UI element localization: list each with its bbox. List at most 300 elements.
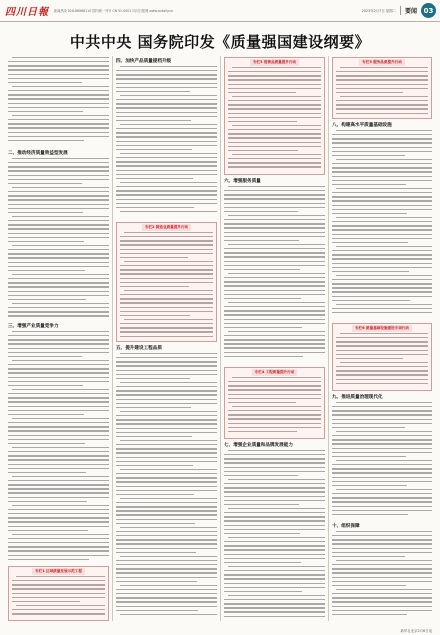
text-line <box>224 198 325 199</box>
text-line <box>228 150 298 151</box>
text-line <box>8 195 109 196</box>
text-line <box>8 286 109 287</box>
text-line <box>228 79 321 80</box>
text-line <box>116 87 217 88</box>
text-line <box>332 423 432 424</box>
text-line <box>332 171 432 172</box>
text-line <box>8 343 109 344</box>
text-line <box>336 159 432 160</box>
text-line <box>336 217 432 218</box>
text-line <box>116 506 217 507</box>
text-line <box>116 357 217 358</box>
text-line <box>8 119 109 120</box>
text-line <box>120 527 217 528</box>
text-line <box>224 269 300 270</box>
text-line <box>228 121 297 122</box>
text-line <box>228 117 321 118</box>
text-line <box>8 372 109 373</box>
text-line <box>224 207 325 208</box>
text-line <box>8 61 109 62</box>
text-line <box>8 430 109 431</box>
text-line <box>116 510 217 511</box>
info-box-title: 专栏6 质量基础设施建设专项行动 <box>352 325 412 332</box>
text-line <box>224 587 325 588</box>
text-line <box>116 502 217 503</box>
text-line <box>228 104 321 105</box>
text-line <box>332 614 407 615</box>
text-line <box>120 182 217 183</box>
text-line <box>224 520 325 521</box>
text-line <box>116 523 195 524</box>
text-line <box>8 368 109 369</box>
text-line <box>228 385 321 386</box>
text-line <box>116 174 217 175</box>
text-line <box>12 115 109 116</box>
text-line <box>224 290 325 291</box>
text-line <box>332 577 432 578</box>
dateline-footer: 新华社北京2月6日电 <box>400 629 432 633</box>
text-line <box>116 436 192 437</box>
text-line <box>8 410 109 411</box>
text-line <box>8 397 109 398</box>
text-line <box>124 290 213 291</box>
text-line <box>120 440 217 441</box>
section-heading: 四、加快产品质量提档升级 <box>116 59 172 64</box>
text-line <box>224 483 325 484</box>
text-line <box>8 249 109 250</box>
text-line <box>332 610 432 611</box>
text-line <box>332 155 405 156</box>
text-line <box>228 402 296 403</box>
text-line <box>228 418 321 419</box>
text-line <box>332 597 432 598</box>
text-line <box>8 356 82 357</box>
text-line <box>332 184 406 185</box>
text-line <box>12 303 109 304</box>
text-line <box>12 601 80 602</box>
text-line <box>116 432 217 433</box>
text-line <box>336 354 428 355</box>
text-line <box>224 347 325 348</box>
text-line <box>336 531 432 532</box>
text-line <box>332 134 432 135</box>
text-line <box>332 443 432 444</box>
text-line <box>120 556 217 557</box>
text-line <box>228 273 325 274</box>
text-line <box>224 252 325 253</box>
text-line <box>224 541 325 542</box>
text-line <box>116 543 217 544</box>
text-line <box>332 258 432 259</box>
text-line <box>228 427 321 428</box>
text-line <box>8 521 109 522</box>
text-line <box>336 246 432 247</box>
text-line <box>336 383 428 384</box>
text-line <box>228 423 321 424</box>
text-line <box>332 263 432 264</box>
text-line <box>224 339 325 340</box>
text-line <box>228 71 321 72</box>
text-line <box>8 241 84 242</box>
info-box-title: 专栏1 区域质量发展示范工程 <box>32 568 85 575</box>
text-line <box>120 327 213 328</box>
text-line <box>8 542 109 543</box>
article-text-block <box>116 66 217 218</box>
text-line <box>228 129 321 130</box>
text-line <box>224 236 325 237</box>
text-line <box>8 266 109 267</box>
text-line <box>224 232 325 233</box>
section-heading: 十、组织保障 <box>332 524 360 529</box>
text-line <box>8 339 109 340</box>
text-line <box>336 304 432 305</box>
text-line <box>120 336 213 337</box>
text-line <box>228 479 325 480</box>
text-line <box>120 311 213 312</box>
text-line <box>120 382 217 383</box>
text-line <box>12 580 105 581</box>
text-line <box>8 426 109 427</box>
text-line <box>8 74 109 75</box>
text-line <box>8 538 109 539</box>
text-line <box>120 249 213 250</box>
text-line <box>228 88 321 89</box>
text-line <box>336 379 428 380</box>
section-heading: 三、增强产业质量竞争力 <box>8 324 59 329</box>
text-line <box>120 253 213 254</box>
text-line <box>224 591 302 592</box>
text-line <box>116 535 217 536</box>
text-line <box>8 530 88 531</box>
section-heading: 七、增强企业质量和品牌发展能力 <box>224 443 293 448</box>
text-line <box>8 94 109 95</box>
text-line <box>8 492 109 493</box>
text-line <box>332 308 432 309</box>
text-line <box>228 84 321 85</box>
text-line <box>116 572 217 573</box>
text-line <box>120 244 213 245</box>
text-line <box>116 448 217 449</box>
text-line <box>8 555 109 556</box>
text-line <box>8 282 109 283</box>
text-line <box>116 552 196 553</box>
text-line <box>116 589 217 590</box>
text-line <box>120 614 217 615</box>
text-line <box>116 419 217 420</box>
text-line <box>8 459 109 460</box>
text-line <box>120 585 217 586</box>
text-line <box>332 151 432 152</box>
text-line <box>224 545 325 546</box>
text-line <box>116 145 217 146</box>
text-line <box>8 406 109 407</box>
text-line <box>116 477 217 478</box>
text-line <box>116 390 217 391</box>
text-line <box>116 365 217 366</box>
info-box-text <box>336 67 428 117</box>
text-line <box>12 187 109 188</box>
text-line <box>332 291 432 292</box>
text-line <box>8 127 109 128</box>
text-line <box>12 216 109 217</box>
info-box-text <box>228 67 321 173</box>
info-box-text <box>336 333 428 389</box>
text-line <box>332 448 432 449</box>
text-line <box>116 136 217 137</box>
text-line <box>332 427 405 428</box>
text-line <box>232 96 321 97</box>
text-line <box>232 406 321 407</box>
text-line <box>116 465 193 466</box>
text-line <box>228 508 325 509</box>
text-line <box>116 378 190 379</box>
text-line <box>8 166 109 167</box>
text-line <box>228 331 325 332</box>
text-line <box>120 273 213 274</box>
text-line <box>332 548 432 549</box>
text-line <box>332 283 432 284</box>
text-line <box>224 203 325 204</box>
text-line <box>228 394 321 395</box>
text-line <box>120 498 217 499</box>
text-line <box>120 282 213 283</box>
text-line <box>228 108 321 109</box>
text-line <box>340 96 428 97</box>
text-line <box>8 228 109 229</box>
text-line <box>228 450 325 451</box>
text-line <box>224 487 325 488</box>
info-box-title: 专栏3 消费品质量提升行动 <box>250 59 299 66</box>
text-line <box>116 165 217 166</box>
text-line <box>8 526 109 527</box>
article-text-block <box>224 450 325 621</box>
text-line <box>8 183 82 184</box>
text-line <box>8 364 109 365</box>
text-line <box>8 90 109 91</box>
text-line <box>8 98 109 99</box>
text-line <box>116 149 192 150</box>
text-line <box>224 554 325 555</box>
text-line <box>8 123 109 124</box>
text-line <box>116 194 217 195</box>
text-line <box>228 389 321 390</box>
text-line <box>224 475 298 476</box>
text-line <box>12 588 105 589</box>
text-line <box>116 601 217 602</box>
text-line <box>228 166 321 167</box>
text-line <box>8 253 109 254</box>
text-line <box>116 403 217 404</box>
text-line <box>332 439 432 440</box>
text-line <box>8 220 109 221</box>
text-line <box>8 509 109 510</box>
text-line <box>116 190 217 191</box>
column-divider <box>112 56 113 621</box>
text-line <box>120 286 189 287</box>
text-line <box>8 451 109 452</box>
text-line <box>340 333 428 334</box>
text-line <box>228 410 321 411</box>
text-line <box>336 341 428 342</box>
text-line <box>8 422 109 423</box>
info-box <box>224 57 325 175</box>
text-line <box>116 490 217 491</box>
text-line <box>8 212 83 213</box>
info-box-text <box>120 232 213 340</box>
text-line <box>224 578 325 579</box>
text-line <box>116 386 217 387</box>
text-line <box>116 481 217 482</box>
text-line <box>336 130 432 131</box>
text-line <box>12 418 109 419</box>
text-line <box>332 250 432 251</box>
text-line <box>8 136 109 137</box>
text-line <box>332 287 432 288</box>
text-line <box>8 311 109 312</box>
text-line <box>116 178 193 179</box>
issue-date: 2023年2月7日 星期二 <box>361 9 396 13</box>
text-line <box>12 593 105 594</box>
text-line <box>332 506 432 507</box>
text-line <box>12 447 109 448</box>
column-divider <box>328 56 329 621</box>
text-line <box>120 236 213 237</box>
text-line <box>116 399 217 400</box>
article-text-block <box>8 331 109 564</box>
text-line <box>332 485 407 486</box>
text-line <box>224 512 325 513</box>
text-line <box>224 562 301 563</box>
text-line <box>332 414 432 415</box>
text-line <box>332 163 432 164</box>
text-line <box>12 534 109 535</box>
text-line <box>332 267 432 268</box>
text-line <box>116 597 217 598</box>
text-line <box>224 599 325 600</box>
text-line <box>332 221 432 222</box>
text-line <box>8 484 109 485</box>
text-line <box>116 199 217 200</box>
text-line <box>116 161 217 162</box>
text-line <box>124 232 213 233</box>
text-line <box>12 584 105 585</box>
text-line <box>224 327 302 328</box>
text-line <box>228 133 321 134</box>
text-line <box>332 238 432 239</box>
text-line <box>116 428 217 429</box>
text-line <box>228 137 321 138</box>
text-line <box>332 180 432 181</box>
text-line <box>120 124 217 125</box>
text-line <box>332 472 432 473</box>
text-line <box>8 111 83 112</box>
text-line <box>332 192 432 193</box>
text-line <box>8 307 109 308</box>
text-line <box>116 560 217 561</box>
text-line <box>332 452 432 453</box>
text-line <box>224 319 325 320</box>
text-line <box>224 211 298 212</box>
text-line <box>116 361 217 362</box>
text-line <box>228 162 321 163</box>
info-box <box>224 367 325 439</box>
article-text-block <box>8 158 109 320</box>
text-line <box>8 237 109 238</box>
masthead-info: 新闻热线 028-86968110 国内统一刊号 CN 51-0001 四川日报网 www.scdaily.cn <box>54 9 174 13</box>
text-line <box>116 514 217 515</box>
text-line <box>8 69 109 70</box>
text-line <box>116 116 217 117</box>
text-line <box>116 461 217 462</box>
text-line <box>224 533 300 534</box>
text-line <box>116 457 217 458</box>
text-line <box>332 535 432 536</box>
text-line <box>8 191 109 192</box>
text-line <box>120 278 213 279</box>
text-line <box>224 323 325 324</box>
text-line <box>224 570 325 571</box>
newspaper-logo: 四川日報 <box>5 7 49 18</box>
text-line <box>332 410 432 411</box>
text-line <box>332 572 432 573</box>
text-line <box>336 92 403 93</box>
text-line <box>8 468 109 469</box>
text-line <box>8 82 82 83</box>
text-line <box>332 419 432 420</box>
text-line <box>332 497 432 498</box>
text-line <box>224 227 325 228</box>
text-line <box>124 261 213 262</box>
text-line <box>116 394 217 395</box>
text-line <box>116 78 217 79</box>
info-box-title: 专栏5 服务品质提升行动 <box>359 59 405 66</box>
text-line <box>332 552 432 553</box>
text-line <box>120 211 217 212</box>
text-line <box>8 472 86 473</box>
text-line <box>8 435 109 436</box>
text-line <box>8 464 109 465</box>
text-line <box>12 158 109 159</box>
text-line <box>228 398 321 399</box>
text-line <box>116 91 190 92</box>
text-line <box>336 88 428 89</box>
text-line <box>116 370 217 371</box>
text-line <box>332 200 432 201</box>
text-line <box>232 377 321 378</box>
text-line <box>332 296 432 297</box>
text-line <box>116 519 217 520</box>
text-line <box>224 240 299 241</box>
text-line <box>332 510 432 511</box>
text-line <box>8 107 109 108</box>
text-line <box>228 381 321 382</box>
text-line <box>224 190 325 191</box>
info-box <box>116 222 217 342</box>
masthead-right <box>362 3 436 18</box>
text-line <box>332 568 432 569</box>
text-line <box>232 67 321 68</box>
text-line <box>336 79 428 80</box>
text-line <box>224 525 325 526</box>
text-line <box>120 95 217 96</box>
text-line <box>228 186 325 187</box>
text-line <box>332 501 432 502</box>
text-line <box>332 242 408 243</box>
text-line <box>224 223 325 224</box>
text-line <box>228 244 325 245</box>
info-box-text <box>228 377 321 437</box>
text-line <box>8 559 89 560</box>
